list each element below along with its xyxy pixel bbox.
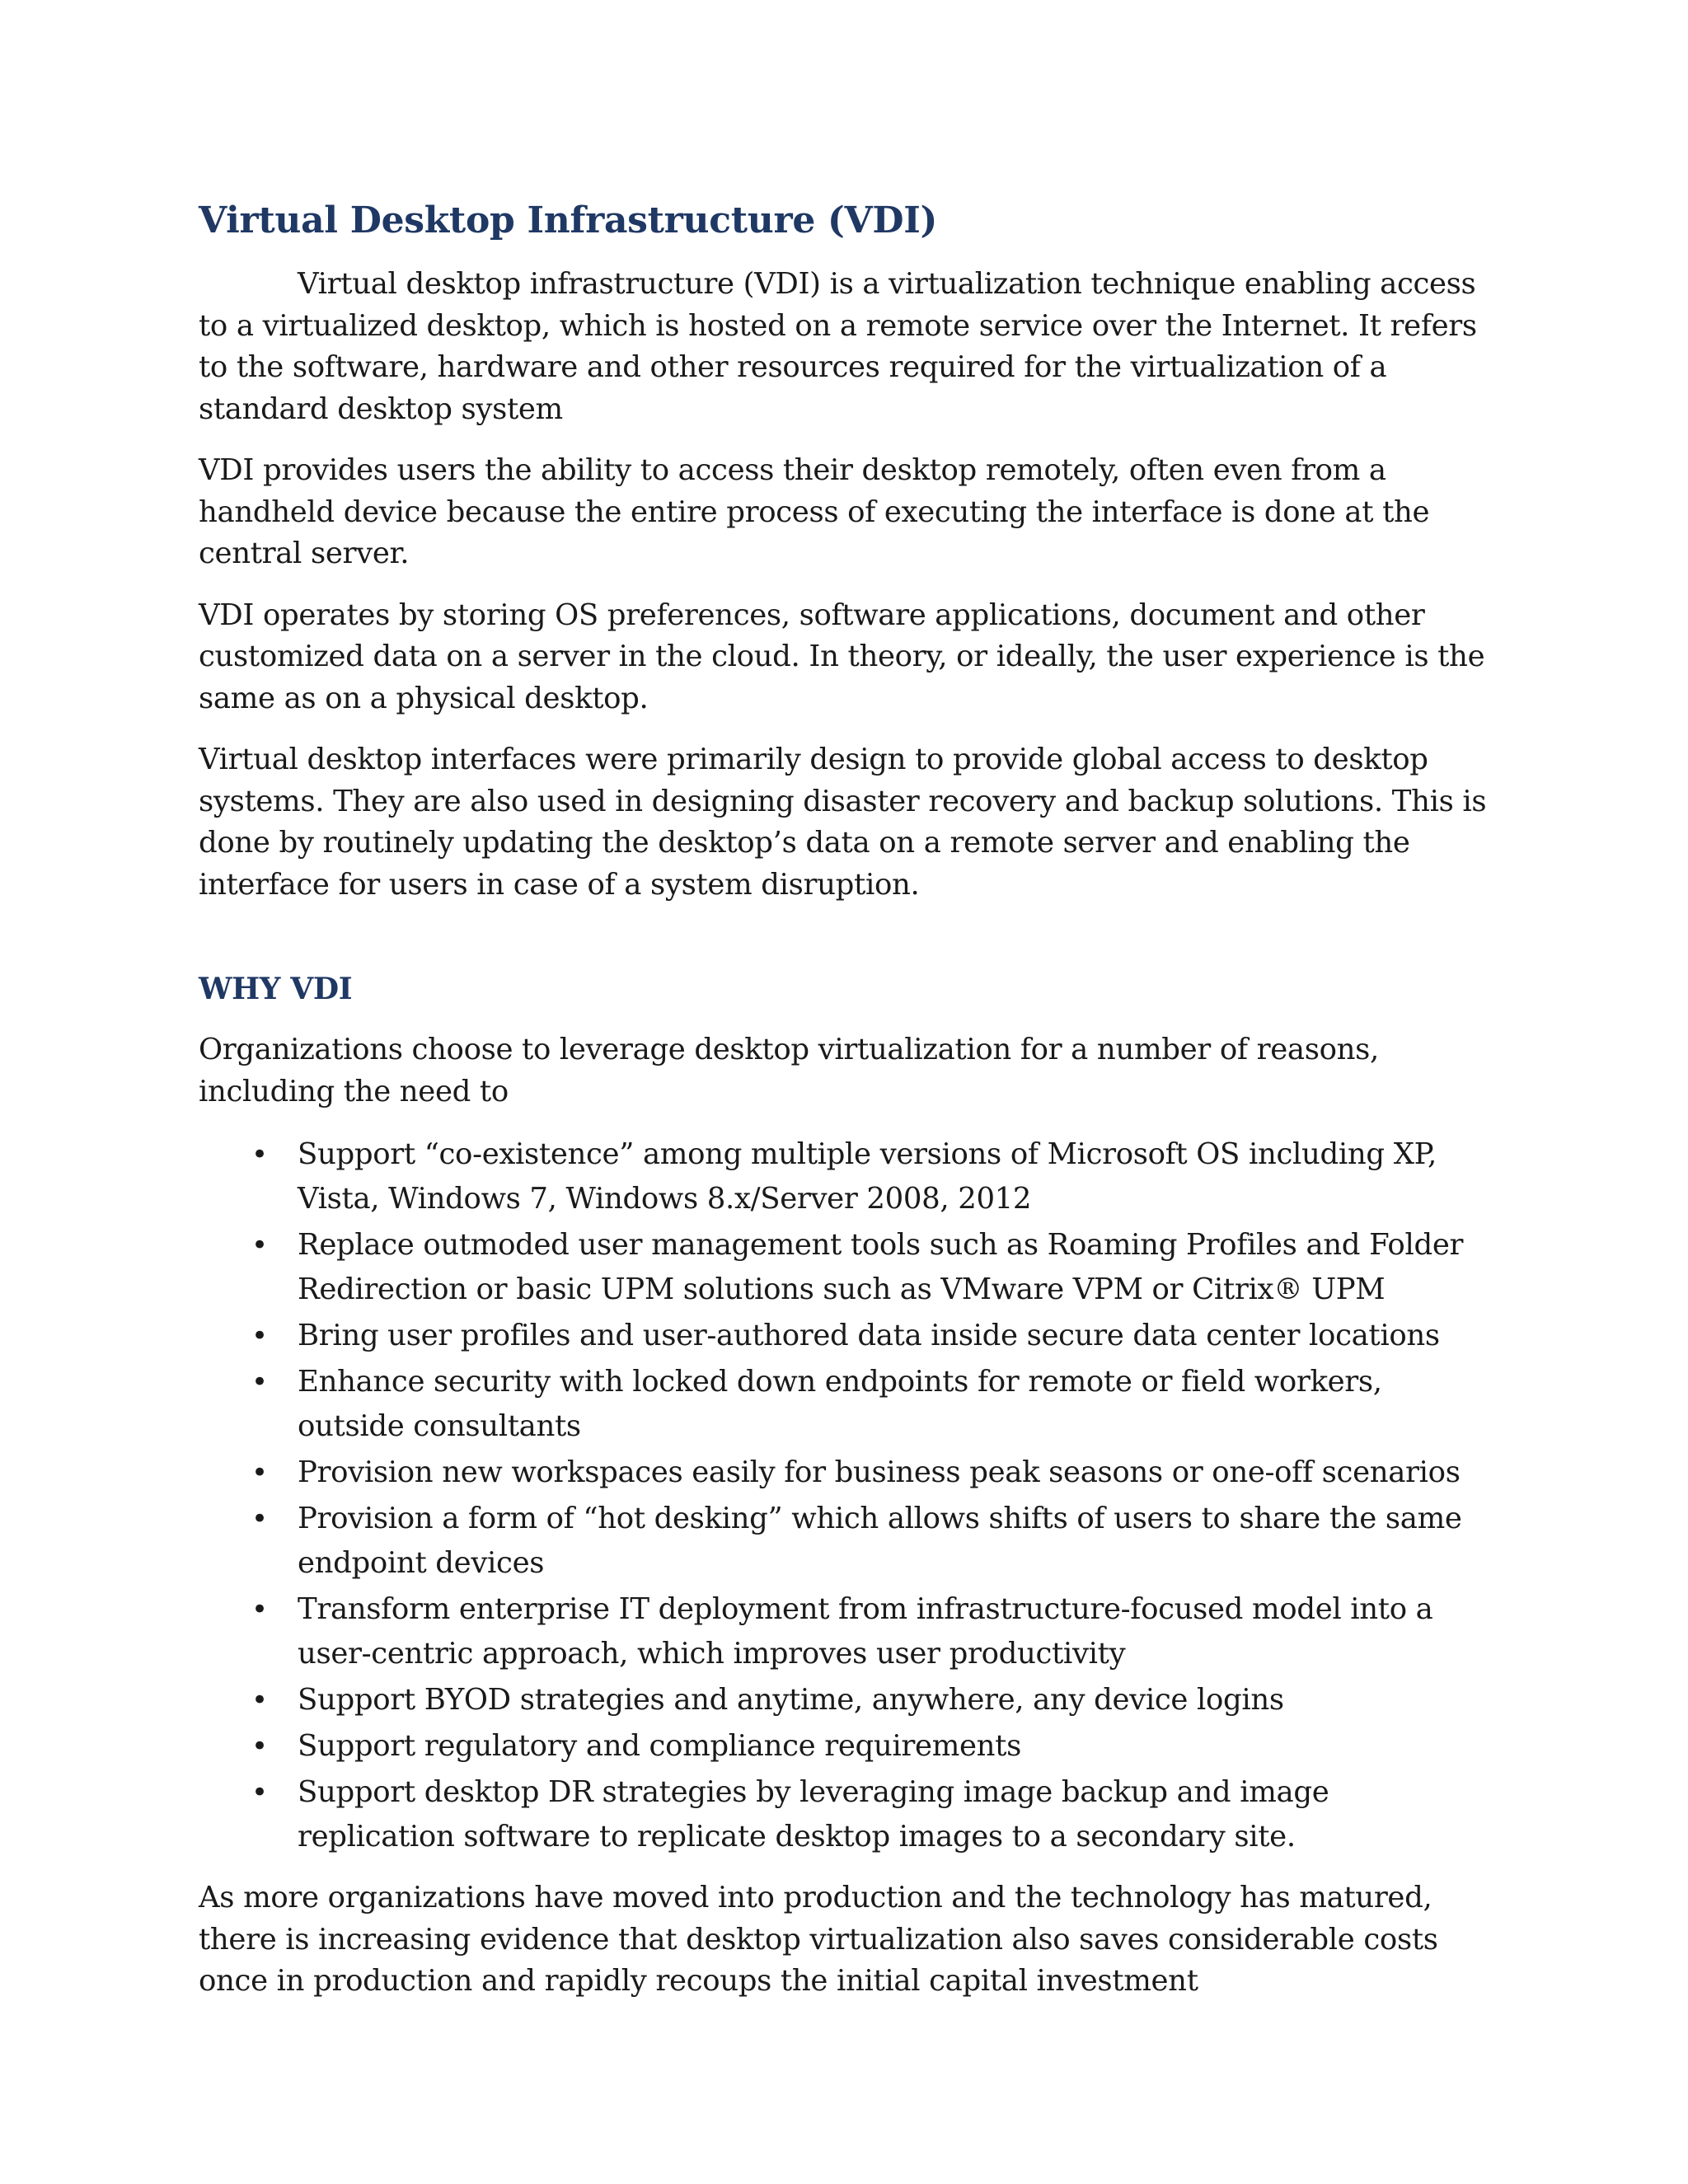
list-item: [199, 1314, 1493, 1358]
section-lead-paragraph: Organizations choose to leverage desktop virtualization for a number of reasons, including the need to: [199, 1033, 1379, 1108]
list-item: [199, 1770, 1493, 1859]
list-item: [199, 1678, 1493, 1722]
list-item: [199, 1451, 1493, 1495]
list-item: [199, 1587, 1493, 1676]
intro-paragraph: VDI provides users the ability to access their desktop remotely, often even from a handheld device because the entire process of executing the interface is done at the central server.: [199, 453, 1430, 570]
bullet-icon: •: [251, 1138, 268, 1171]
document-page: [199, 194, 1493, 2022]
list-item: [199, 1360, 1493, 1449]
intro-paragraph: VDI operates by storing OS preferences, software applications, document and other customized data on a server in the cloud. In theory, or ideally, the user experience is the same as on a physical desktop.: [199, 598, 1485, 715]
bullet-icon: •: [251, 1730, 268, 1763]
list-item: [199, 1223, 1493, 1312]
bullet-text: Support BYOD strategies and anytime, anywhere, any device logins: [298, 1683, 1284, 1717]
bullet-icon: •: [251, 1366, 268, 1399]
bullet-text: Provision a form of “hot desking” which allows shifts of users to share the same endpoint devices: [298, 1502, 1462, 1580]
bullet-text: Bring user profiles and user-authored data inside secure data center locations: [298, 1319, 1440, 1352]
closing-paragraph: As more organizations have moved into production and the technology has matured, there is increasing evidence that desktop virtualization also saves considerable costs once in production and rapidly recoups the initial capital investment: [199, 1881, 1438, 1998]
bullet-text: Enhance security with locked down endpoints for remote or field workers, outside consultants: [298, 1365, 1382, 1443]
bullet-icon: •: [251, 1502, 268, 1535]
bullet-text: Replace outmoded user management tools such as Roaming Profiles and Folder Redirection or basic UPM solutions such as VMware VPM or Citrix® UPM: [298, 1228, 1464, 1306]
list-item: [199, 1724, 1493, 1769]
section-heading: WHY VDI: [199, 972, 353, 1006]
list-item: [199, 1132, 1493, 1221]
reasons-bullet-list: [199, 1132, 1493, 1859]
bullet-icon: •: [251, 1593, 268, 1626]
bullet-text: Support regulatory and compliance requirements: [298, 1729, 1021, 1763]
bullet-icon: •: [251, 1319, 268, 1352]
bullet-icon: •: [251, 1456, 268, 1489]
intro-paragraph: Virtual desktop infrastructure (VDI) is a virtualization technique enabling access to a virtualized desktop, which is hosted on a remote service over the Internet. It refers to the software, hardware and other resources required for the virtualization of a standard desktop system: [199, 267, 1477, 426]
bullet-icon: •: [251, 1776, 268, 1809]
document-title: Virtual Desktop Infrastructure (VDI): [199, 199, 938, 241]
intro-paragraph: Virtual desktop interfaces were primarily design to provide global access to desktop systems. They are also used in designing disaster recovery and backup solutions. This is done by routinely updating the desktop’s data on a remote server and enabling the interface for users in case of a system disruption.: [199, 743, 1487, 902]
bullet-icon: •: [251, 1684, 268, 1717]
bullet-text: Support “co-existence” among multiple versions of Microsoft OS including XP, Vista, Windows 7, Windows 8.x/Server 2008, 2012: [298, 1137, 1437, 1216]
bullet-text: Transform enterprise IT deployment from infrastructure-focused model into a user-centric approach, which improves user productivity: [298, 1592, 1433, 1671]
bullet-icon: •: [251, 1229, 268, 1262]
bullet-text: Provision new workspaces easily for business peak seasons or one-off scenarios: [298, 1455, 1461, 1489]
list-item: [199, 1497, 1493, 1586]
bullet-text: Support desktop DR strategies by leveraging image backup and image replication software to replicate desktop images to a secondary site.: [298, 1775, 1329, 1854]
